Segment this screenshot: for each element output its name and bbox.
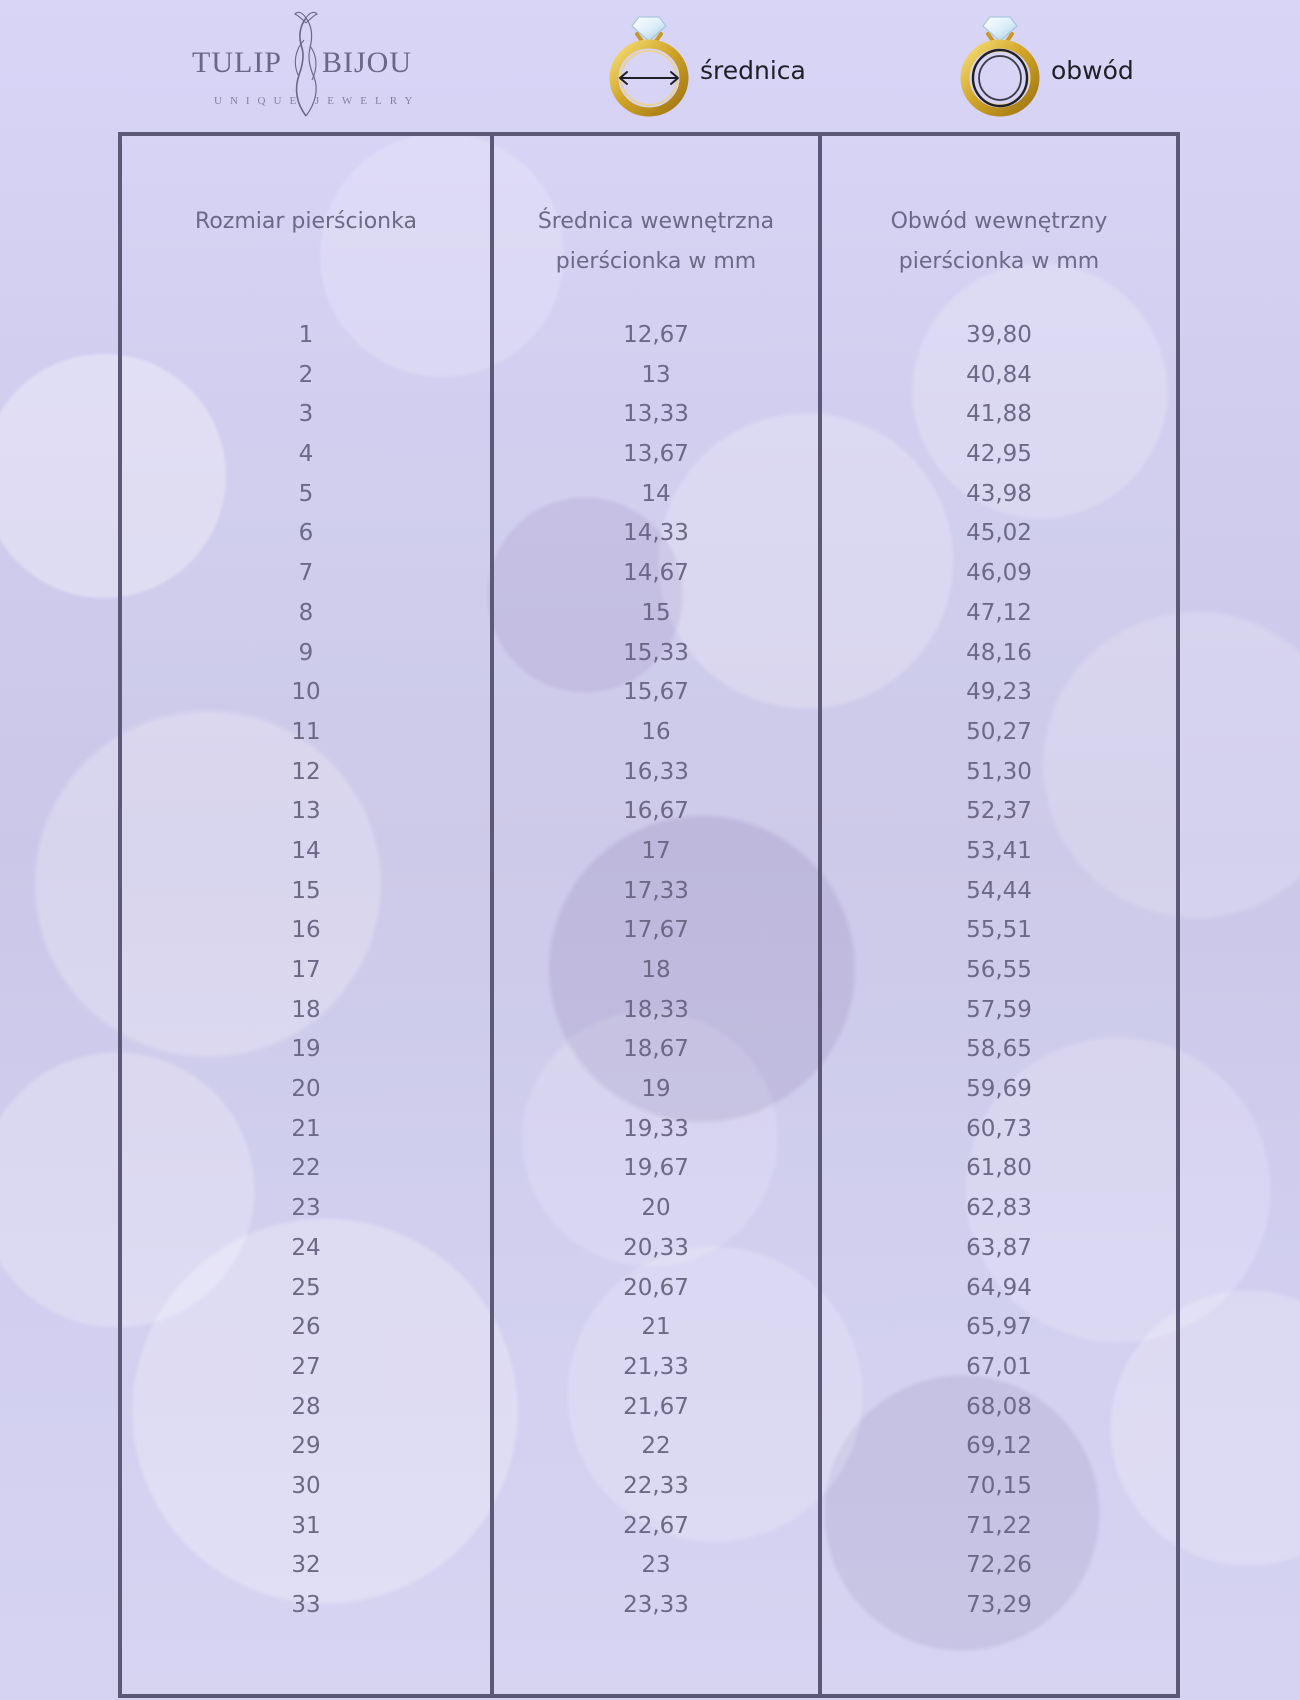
table-cell: 19 [641, 1076, 671, 1103]
table-cell: 13 [291, 798, 321, 825]
diameter-label: średnica [700, 56, 806, 85]
table-cell: 25 [291, 1274, 321, 1301]
table-cell: 46,09 [966, 560, 1032, 587]
table-cell: 70,15 [966, 1472, 1032, 1499]
table-column-diameter [494, 132, 818, 1698]
table-cell: 39,80 [966, 322, 1032, 348]
table-cell: 6 [298, 520, 314, 547]
circumference-values-list [822, 316, 1176, 1626]
table-cell: 31 [291, 1512, 321, 1539]
table-cell: 14 [291, 837, 321, 864]
table-cell: 22 [641, 1433, 671, 1460]
table-cell: 17 [641, 837, 671, 864]
table-cell: 20 [641, 1195, 671, 1222]
table-cell: 49,23 [966, 679, 1032, 706]
table-cell: 1 [298, 322, 314, 348]
size-values-list [122, 316, 490, 1626]
table-cell: 2 [298, 361, 314, 388]
table-cell: 33 [291, 1592, 321, 1618]
diameter-values-list [494, 316, 818, 1626]
table-cell: 19,67 [623, 1155, 689, 1182]
table-cell: 47,12 [966, 599, 1032, 626]
table-cell: 18 [291, 996, 321, 1023]
table-cell: 23 [641, 1552, 671, 1579]
table-cell: 13 [641, 361, 671, 388]
table-cell: 18 [641, 957, 671, 983]
table-cell: 14,67 [623, 560, 689, 587]
table-cell: 41,88 [966, 401, 1032, 428]
table-cell: 20,33 [623, 1234, 689, 1261]
table-cell: 51,30 [966, 758, 1032, 785]
table-column-circumference [822, 132, 1176, 1698]
table-cell: 17,33 [623, 877, 689, 904]
table-cell: 42,95 [966, 441, 1032, 468]
table-cell: 11 [291, 718, 321, 745]
table-cell: 21,33 [623, 1353, 689, 1380]
table-cell: 62,83 [966, 1195, 1032, 1222]
table-cell: 73,29 [966, 1592, 1032, 1618]
ring-diameter-icon [608, 10, 690, 118]
table-cell: 69,12 [966, 1433, 1032, 1460]
table-cell: 16,67 [623, 798, 689, 825]
table-cell: 21 [641, 1314, 671, 1341]
table-cell: 14 [641, 480, 671, 507]
table-cell: 17 [291, 957, 321, 983]
table-cell: 15,33 [623, 639, 689, 666]
table-cell: 19,33 [623, 1115, 689, 1142]
table-cell: 3 [298, 401, 314, 428]
brand-logo [190, 8, 420, 118]
table-cell: 22,67 [623, 1512, 689, 1539]
table-cell: 65,97 [966, 1314, 1032, 1341]
page-header [0, 0, 1300, 135]
table-cell: 16 [641, 718, 671, 745]
brand-name-left: TULIP [192, 46, 282, 79]
table-cell: 50,27 [966, 718, 1032, 745]
table-cell: 58,65 [966, 1036, 1032, 1063]
table-cell: 68,08 [966, 1393, 1032, 1420]
table-cell: 15 [641, 599, 671, 626]
table-cell: 30 [291, 1472, 321, 1499]
table-cell: 71,22 [966, 1512, 1032, 1539]
table-cell: 16,33 [623, 758, 689, 785]
table-cell: 21,67 [623, 1393, 689, 1420]
table-cell: 52,37 [966, 798, 1032, 825]
table-cell: 53,41 [966, 837, 1032, 864]
table-cell: 12,67 [623, 322, 689, 348]
table-cell: 45,02 [966, 520, 1032, 547]
table-cell: 10 [291, 679, 321, 706]
table-cell: 13,67 [623, 441, 689, 468]
table-cell: 5 [298, 480, 314, 507]
table-cell: 28 [291, 1393, 321, 1420]
table-cell: 18,67 [623, 1036, 689, 1063]
table-cell: 13,33 [623, 401, 689, 428]
column-header-size: Rozmiar pierścionka [195, 209, 417, 234]
table-cell: 18,33 [623, 996, 689, 1023]
table-cell: 59,69 [966, 1076, 1032, 1103]
table-cell: 20 [291, 1076, 321, 1103]
table-cell: 24 [291, 1234, 321, 1261]
table-cell: 29 [291, 1433, 321, 1460]
table-cell: 9 [298, 639, 314, 666]
table-cell: 7 [298, 560, 314, 587]
table-cell: 8 [298, 599, 314, 626]
table-cell: 15 [291, 877, 321, 904]
table-cell: 63,87 [966, 1234, 1032, 1261]
table-cell: 43,98 [966, 480, 1032, 507]
table-cell: 48,16 [966, 639, 1032, 666]
table-cell: 40,84 [966, 361, 1032, 388]
table-cell: 72,26 [966, 1552, 1032, 1579]
table-cell: 57,59 [966, 996, 1032, 1023]
column-header-circumference: Obwód wewnętrzny pierścionka w mm [890, 209, 1108, 274]
circumference-label: obwód [1051, 56, 1134, 85]
table-cell: 27 [291, 1353, 321, 1380]
table-cell: 14,33 [623, 520, 689, 547]
table-cell: 4 [298, 441, 314, 468]
ring-circumference-icon [959, 10, 1041, 118]
table-cell: 54,44 [966, 877, 1032, 904]
table-cell: 16 [291, 917, 321, 944]
table-cell: 60,73 [966, 1115, 1032, 1142]
table-cell: 21 [291, 1115, 321, 1142]
table-cell: 67,01 [966, 1353, 1032, 1380]
table-cell: 20,67 [623, 1274, 689, 1301]
table-cell: 22 [291, 1155, 321, 1182]
table-column-size [122, 132, 490, 1698]
table-cell: 15,67 [623, 679, 689, 706]
table-cell: 64,94 [966, 1274, 1032, 1301]
table-cell: 22,33 [623, 1472, 689, 1499]
table-cell: 32 [291, 1552, 321, 1579]
table-cell: 26 [291, 1314, 321, 1341]
table-cell: 12 [291, 758, 321, 785]
table-cell: 61,80 [966, 1155, 1032, 1182]
brand-name-right: BIJOU [322, 46, 413, 79]
table-cell: 23 [291, 1195, 321, 1222]
brand-tagline: UNIQUE JEWELRY [214, 95, 421, 107]
table-cell: 56,55 [966, 957, 1032, 983]
table-cell: 17,67 [623, 917, 689, 944]
column-header-diameter: Średnica wewnętrzna pierścionka w mm [537, 209, 775, 274]
table-cell: 19 [291, 1036, 321, 1063]
table-cell: 23,33 [623, 1592, 689, 1618]
table-cell: 55,51 [966, 917, 1032, 944]
